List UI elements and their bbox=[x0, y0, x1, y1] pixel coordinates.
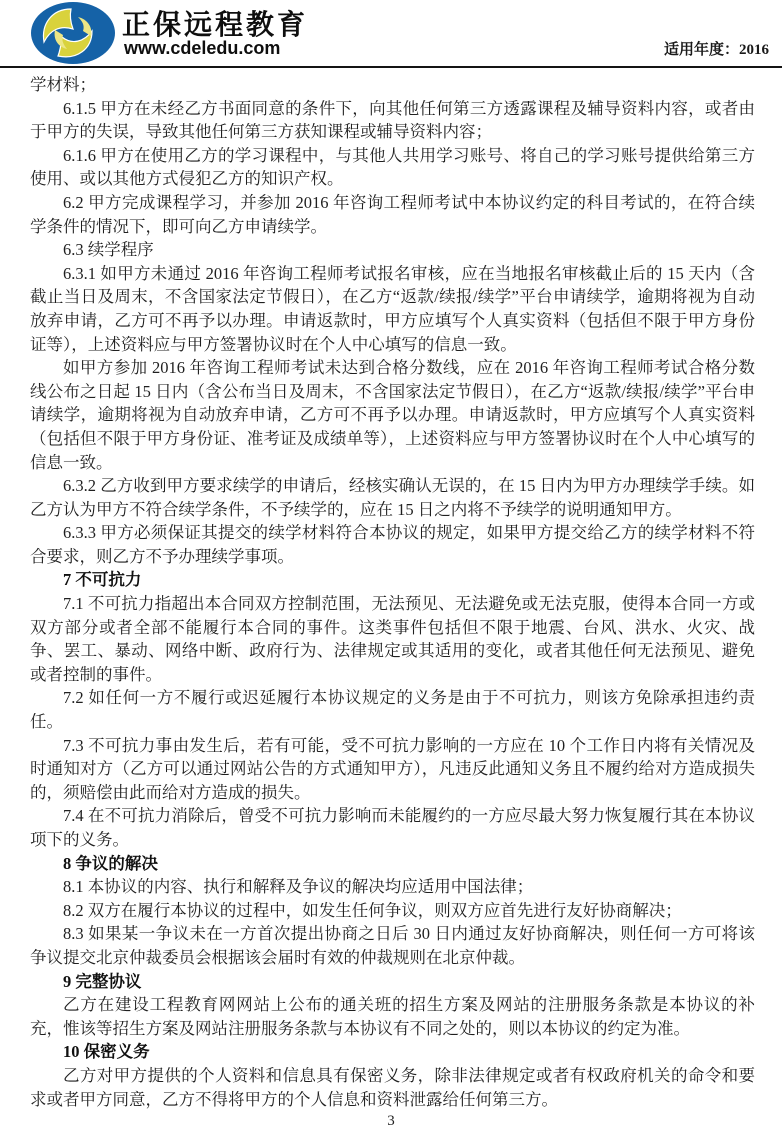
paragraph: 6.3 续学程序 bbox=[63, 240, 154, 260]
paragraph: 6.1.6 甲方在使用乙方的学习课程中，与其他人共用学习账号、将自己的学习账号提供给第三方使用、或以其他方式侵犯乙方的知识产权。 bbox=[30, 145, 755, 189]
paragraph: 8.3 如果某一争议未在一方首次提出协商之日后 30 日内通过友好协商解决，则任何一方可将该争议提交北京仲裁委员会根据该会届时有效的仲裁规则在北京仲裁。 bbox=[30, 924, 755, 967]
paragraph: 7.4 在不可抗力消除后，曾受不可抗力影响而未能履约的一方应尽最大努力恢复履行其在本协议项下的义务。 bbox=[30, 806, 755, 849]
paragraph: 8.2 双方在履行本协议的过程中，如发生任何争议，则双方应首先进行友好协商解决； bbox=[63, 900, 682, 920]
paragraph: 6.3.1 如甲方未通过 2016 年咨询工程师考试报名审核，应在当地报名审核截止后的 15 天内（含截止当日及周末，不含国家法定节假日），在乙方“返款/续报/续学”平台申请续学，逾期将视为自动放弃申请，乙方可不再予以办理。申请返款时，甲方应填写个人真实资料（包括但不限于甲方身份证等），上述资料应与甲方签署协议时在个人中心填写的信息一致。 bbox=[30, 263, 755, 354]
brand-url: www.cdeledu.com bbox=[124, 38, 281, 58]
paragraph: 6.1.5 甲方在未经乙方书面同意的条件下，向其他任何第三方透露课程及辅导资料内容，或者由于甲方的失误，导致其他任何第三方获知课程或辅导资料内容； bbox=[30, 98, 755, 142]
paragraph: 乙方对甲方提供的个人资料和信息具有保密义务，除非法律规定或者有权政府机关的命令和要求或者甲方同意，乙方不得将甲方的个人信息和资料泄露给任何第三方。 bbox=[30, 1065, 755, 1109]
section-heading: 10 保密义务 bbox=[63, 1042, 150, 1062]
document-body bbox=[0, 68, 782, 1111]
brand-name: 正保远程教育 bbox=[122, 9, 309, 40]
paragraph: 如甲方参加 2016 年咨询工程师考试未达到合格分数线，应在 2016 年咨询工程师考试合格分数线公布之日起 15 日内（含公布当日及周末，不含国家法定节假日），在乙方“返款/续报/续学”平台申请续学，逾期将视为自动放弃申请，乙方可不再予以办理。申请返款时，甲方应填写个人真实资料（包括但不限于甲方身份证、准考证及成绩单等），上述资料应与甲方签署协议时在个人中心填写的信息一致。 bbox=[30, 358, 755, 472]
paragraph: 6.3.3 甲方必须保证其提交的续学材料符合本协议的规定，如果甲方提交给乙方的续学材料不符合要求，则乙方不予办理续学事项。 bbox=[30, 523, 755, 566]
section-heading: 8 争议的解决 bbox=[63, 853, 158, 873]
paragraph: 7.3 不可抗力事由发生后，若有可能，受不可抗力影响的一方应在 10 个工作日内将有关情况及时通知对方（乙方可以通过网站公告的方式通知甲方），凡违反此通知义务且不履约给对方造成损失的，须赔偿由此而给对方造成的损失。 bbox=[30, 735, 755, 802]
paragraph: 7.2 如任何一方不履行或迟延履行本协议规定的义务是由于不可抗力，则该方免除承担违约责任。 bbox=[30, 688, 755, 732]
paragraph: 学材料； bbox=[30, 75, 96, 94]
paragraph: 乙方在建设工程教育网网站上公布的通关班的招生方案及网站的注册服务条款是本协议的补充，惟该等招生方案及网站注册服务条款与本协议有不同之处的，则以本协议的约定为准。 bbox=[30, 995, 755, 1038]
section-heading: 7 不可抗力 bbox=[63, 570, 142, 590]
page-header bbox=[0, 0, 782, 68]
applicable-year-label: 适用年度：2016 bbox=[663, 42, 769, 58]
paragraph: 6.3.2 乙方收到甲方要求续学的申请后，经核实确认无误的，在 15 日内为甲方办理续学手续。如乙方认为甲方不符合续学条件，不予续学的，应在 15 日之内将不予续学的说明通知甲方。 bbox=[30, 476, 755, 519]
page-number: 3 bbox=[387, 1113, 395, 1130]
brand-logo-icon bbox=[31, 2, 115, 64]
section-heading: 9 完整协议 bbox=[63, 971, 142, 991]
paragraph: 7.1 不可抗力指超出本合同双方控制范围，无法预见、无法避免或无法克服，使得本合同一方或双方部分或者全部不能履行本合同的事件。这类事件包括但不限于地震、台风、洪水、火灾、战争、罢工、暴动、网络中断、政府行为、法律规定或其适用的变化，或者其他任何无法预见、避免或者控制的事件。 bbox=[30, 594, 755, 684]
paragraph: 6.2 甲方完成课程学习，并参加 2016 年咨询工程师考试中本协议约定的科目考试的，在符合续学条件的情况下，即可向乙方申请续学。 bbox=[30, 192, 755, 236]
page-footer bbox=[0, 1113, 782, 1130]
paragraph: 8.1 本协议的内容、执行和解释及争议的解决均应适用中国法律； bbox=[63, 877, 534, 897]
